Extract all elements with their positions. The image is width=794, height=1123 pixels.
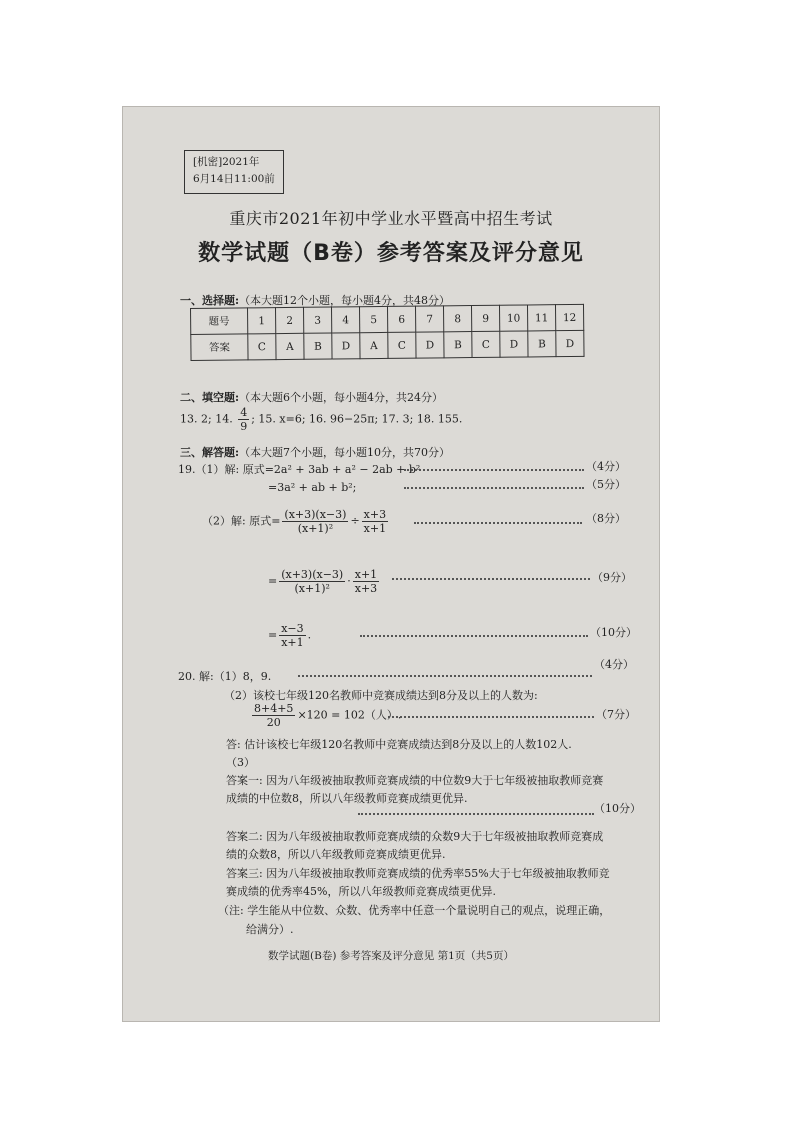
exam-title: 重庆市2021年初中学业水平暨高中招生考试 bbox=[229, 209, 553, 228]
q19-part2-line3 bbox=[268, 622, 311, 649]
table-row bbox=[191, 304, 584, 334]
q20-answer3-line1: 答案三: 因为八年级被抽取教师竞赛成绩的优秀率55%大于七年级被抽取教师竞 bbox=[226, 867, 610, 880]
document-subtitle: 数学试题（B卷）参考答案及评分意见 bbox=[198, 241, 584, 266]
score-label: （4分） bbox=[594, 658, 634, 671]
table-cell: D bbox=[500, 331, 528, 357]
dot-leader bbox=[392, 578, 590, 580]
section2-heading: 二、填空题: bbox=[180, 391, 240, 404]
q20-part3-label: （3） bbox=[226, 756, 255, 769]
table-cell: 1 bbox=[248, 308, 276, 334]
table-cell: 10 bbox=[499, 305, 527, 331]
table-row bbox=[191, 330, 584, 360]
row-label-answer: 答案 bbox=[191, 334, 248, 361]
section3-heading: 三、解答题: bbox=[180, 446, 240, 459]
fraction-denominator: x+3 bbox=[354, 582, 378, 595]
q19-part1-line2: =3a² + ab + b²; bbox=[268, 481, 357, 494]
fraction-numerator: (x+3)(x−3) bbox=[281, 568, 344, 581]
score-label: （7分） bbox=[596, 708, 636, 721]
dot-leader bbox=[404, 487, 584, 489]
fraction bbox=[279, 622, 305, 649]
table-cell: B bbox=[444, 332, 472, 358]
table-cell: 7 bbox=[415, 306, 443, 332]
dot-leader bbox=[404, 469, 584, 471]
q20-note-line1: （注: 学生能从中位数、众数、优秀率中任意一个量说明自己的观点，说理正确， bbox=[218, 904, 611, 917]
q20-answer1-line2: 成绩的中位数8，所以八年级教师竞赛成绩更优异. bbox=[226, 792, 468, 805]
fraction-numerator: x+3 bbox=[363, 508, 387, 521]
fraction-denominator: x+1 bbox=[363, 522, 387, 535]
dot-leader bbox=[360, 635, 588, 637]
table-cell: 2 bbox=[276, 307, 304, 333]
table-cell: C bbox=[388, 332, 416, 358]
answer-13: 13. 2; bbox=[180, 412, 212, 426]
table-cell: D bbox=[332, 333, 360, 359]
equals-sign: = bbox=[268, 628, 278, 642]
exam-paper-photo bbox=[122, 106, 660, 1022]
fraction-numerator: 8+4+5 bbox=[254, 702, 294, 715]
fraction-numerator: 4 bbox=[240, 406, 248, 419]
q20-answer2-line1: 答案二: 因为八年级被抽取教师竞赛成绩的众数9大于七年级被抽取教师竞赛成 bbox=[226, 830, 604, 843]
q20-answer2-line2: 绩的众数8，所以八年级教师竞赛成绩更优异. bbox=[226, 848, 446, 861]
fraction-denominator: (x+1)² bbox=[294, 582, 330, 595]
table-cell: 4 bbox=[331, 307, 359, 333]
answer-14-prefix: 14. bbox=[215, 412, 233, 426]
dot-leader bbox=[298, 675, 592, 677]
table-cell: D bbox=[556, 330, 584, 356]
row-label-number: 题号 bbox=[191, 308, 248, 335]
q20-part2-intro: （2）该校七年级120名教师中竞赛成绩达到8分及以上的人数为: bbox=[224, 689, 538, 702]
period: . bbox=[307, 628, 312, 642]
table-cell: 6 bbox=[387, 306, 415, 332]
operator: · bbox=[347, 574, 351, 588]
fraction-denominator: (x+1)² bbox=[297, 522, 334, 535]
fraction-denominator: 20 bbox=[266, 716, 281, 729]
fraction-numerator: (x+3)(x−3) bbox=[284, 508, 347, 521]
section3-desc: （本大题7个小题，每小题10分，共70分） bbox=[239, 446, 451, 459]
table-cell: B bbox=[304, 333, 332, 359]
table-cell: C bbox=[248, 334, 276, 360]
table-cell: 8 bbox=[443, 306, 471, 332]
confidential-stamp bbox=[184, 150, 284, 194]
table-cell: 5 bbox=[359, 306, 387, 332]
q20-note-line2: 给满分）. bbox=[246, 923, 294, 936]
table-cell: 11 bbox=[527, 305, 555, 331]
fraction bbox=[362, 508, 388, 535]
q20-part2-answer: 答: 估计该校七年级120名教师中竞赛成绩达到8分及以上的人数102人. bbox=[226, 738, 572, 751]
q19-part1-line1: 19.（1）解: 原式=2a² + 3ab + a² − 2ab + b² bbox=[178, 463, 421, 476]
q20-answer3-line2: 赛成绩的优秀率45%，所以八年级教师竞赛成绩更优异. bbox=[226, 885, 496, 898]
q20-part1: 20. 解:（1）8，9. bbox=[178, 670, 272, 683]
dot-leader bbox=[388, 716, 594, 718]
q19-part2-label: （2）解: 原式= bbox=[202, 514, 281, 528]
fraction bbox=[282, 508, 348, 535]
q19-part2-line2 bbox=[268, 568, 381, 595]
table-cell: C bbox=[472, 331, 500, 357]
table-cell: A bbox=[276, 333, 304, 359]
score-label: （5分） bbox=[586, 478, 626, 491]
q20-answer1-line1: 答案一: 因为八年级被抽取教师竞赛成绩的中位数9大于七年级被抽取教师竞赛 bbox=[226, 774, 604, 787]
table-cell: B bbox=[528, 331, 556, 357]
dot-leader bbox=[414, 522, 582, 524]
stamp-line-2: 6月14日11:00前 bbox=[193, 173, 275, 185]
fraction-numerator: x−3 bbox=[281, 622, 304, 635]
section3-header bbox=[180, 444, 450, 460]
dot-leader bbox=[358, 813, 594, 815]
fraction-denominator: x+1 bbox=[281, 636, 304, 649]
answer-14-fraction bbox=[238, 406, 249, 433]
calc-result: ×120 = 102（人）. bbox=[297, 708, 402, 722]
fraction bbox=[279, 568, 345, 595]
fraction bbox=[353, 568, 379, 595]
page-footer: 数学试题(B卷) 参考答案及评分意见 第1页（共5页） bbox=[268, 950, 514, 962]
table-cell: 9 bbox=[471, 305, 499, 331]
section2-desc: （本大题6个小题，每小题4分，共24分） bbox=[239, 391, 444, 404]
fraction-numerator: x+1 bbox=[354, 568, 378, 581]
table-cell: 3 bbox=[303, 307, 331, 333]
score-label: （4分） bbox=[586, 460, 626, 473]
choice-answer-table bbox=[190, 304, 585, 361]
equals-sign: = bbox=[268, 574, 278, 588]
q19-part2-line1 bbox=[202, 508, 390, 535]
score-label: （9分） bbox=[592, 571, 632, 584]
fraction bbox=[252, 702, 295, 729]
q20-part2-calc bbox=[250, 702, 401, 729]
section1-desc: （本大题12个小题，每小题4分，共48分） bbox=[239, 294, 451, 307]
section1-heading: 一、选择题: bbox=[180, 294, 240, 307]
fill-in-answers bbox=[180, 406, 462, 433]
score-label: （10分） bbox=[594, 802, 641, 815]
stamp-line-1: [机密]2021年 bbox=[193, 156, 260, 168]
score-label: （8分） bbox=[586, 512, 626, 525]
section2-header bbox=[180, 389, 443, 405]
operator: ÷ bbox=[350, 514, 360, 528]
answers-15-18: ; 15. x=6; 16. 96−25π; 17. 3; 18. 155. bbox=[251, 412, 463, 426]
table-cell: D bbox=[416, 332, 444, 358]
table-cell: A bbox=[360, 332, 388, 358]
table-cell: 12 bbox=[555, 304, 583, 330]
score-label: （10分） bbox=[590, 626, 637, 639]
fraction-denominator: 9 bbox=[240, 420, 248, 433]
